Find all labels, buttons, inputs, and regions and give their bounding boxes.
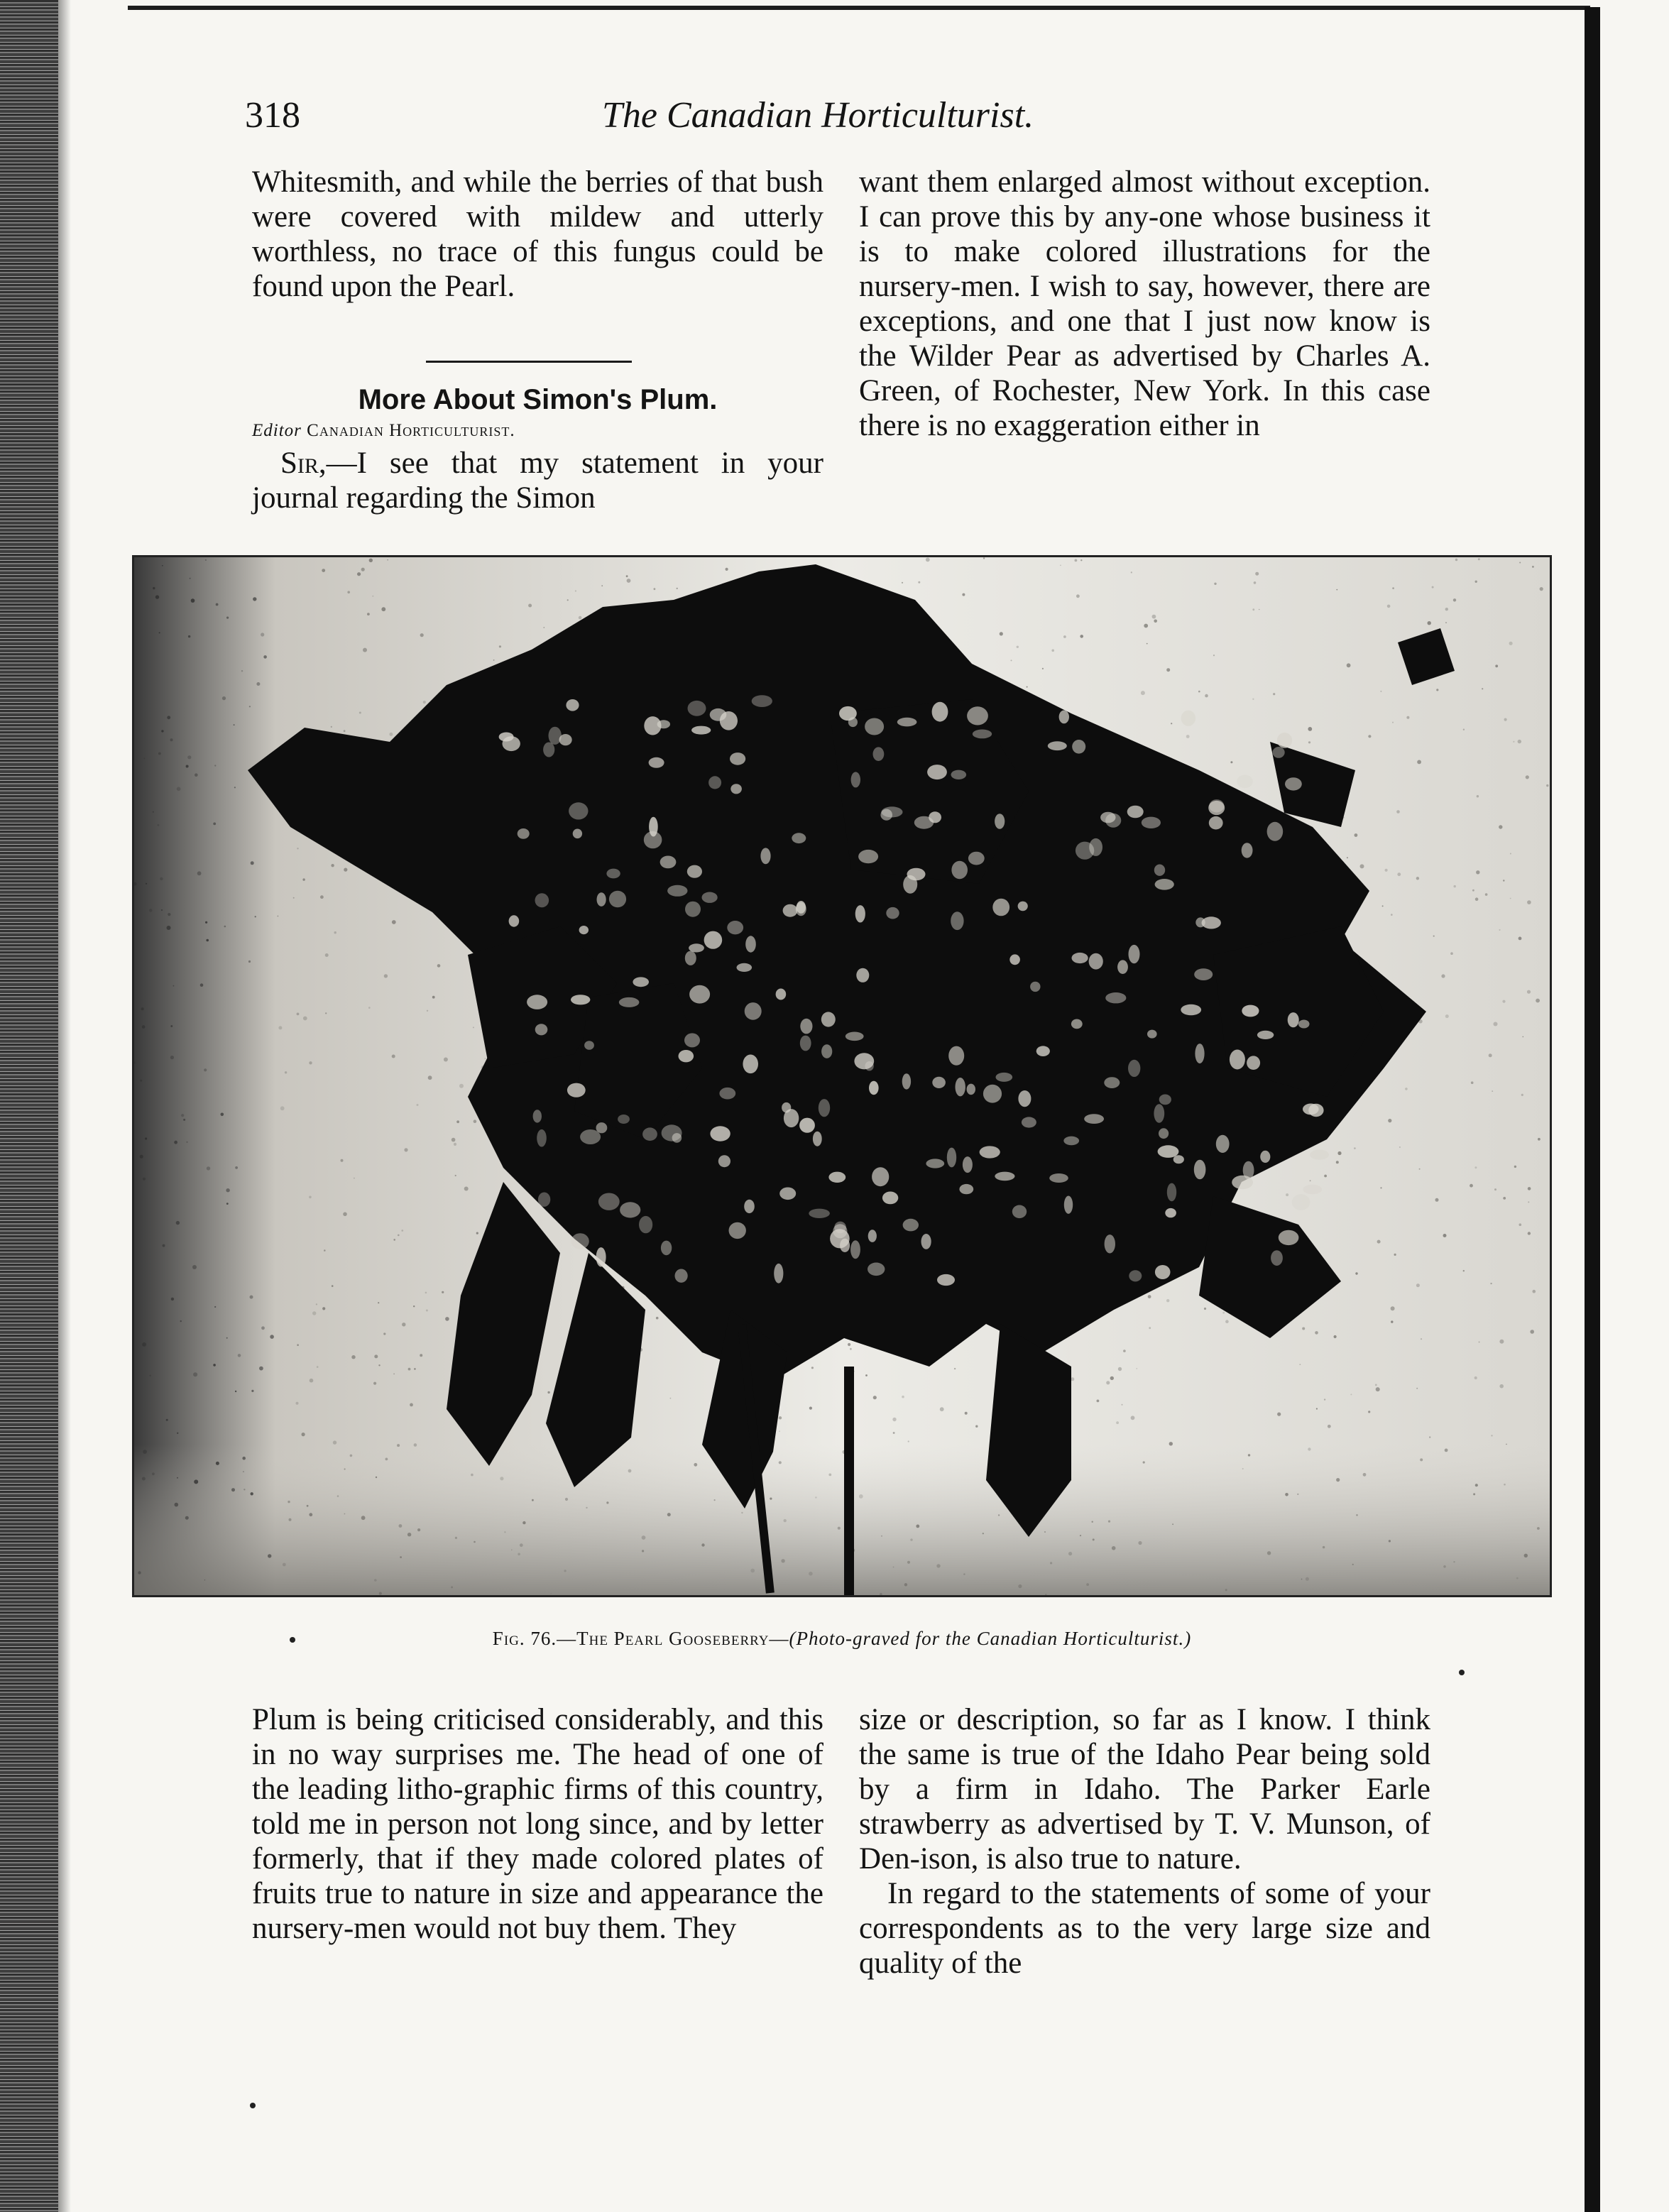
right-column-bottom	[859, 1702, 1430, 1981]
scan-top-rule	[128, 6, 1590, 10]
right-column-top	[859, 165, 1430, 443]
left-column-bottom	[252, 1702, 823, 1946]
scan-edge-left	[0, 0, 58, 2212]
figure-label: Fig. 76.—The Pearl Gooseberry—	[492, 1628, 789, 1649]
paragraph: size or description, so far as I know. I think the same is true of the Idaho Pear being sold by a firm in Idaho. The Parker Earle strawberry as advertised by T. V. Munson, of Den-ison, is also true to nature.	[859, 1703, 1430, 1876]
paragraph	[252, 446, 823, 515]
paragraph: Plum is being criticised considerably, and this in no way surprises me. The head of one of the leading litho-graphic firms of this country, told me in person not long since, and by letter formerly, that if they made colored plates of fruits true to nature in size and appearance the nursery-men would not buy them. They	[252, 1703, 823, 1945]
editor-address	[252, 420, 515, 442]
scan-speck	[1459, 1670, 1465, 1675]
section-divider	[426, 361, 632, 363]
figure-caption	[132, 1624, 1552, 1653]
scan-speck	[290, 1637, 295, 1643]
letter-text: —I see that my statement in your journal regarding the Simon	[252, 447, 823, 515]
left-column-top	[252, 165, 823, 304]
editor-name: Canadian Horticulturist.	[307, 421, 515, 440]
scan-speck	[250, 2103, 256, 2108]
paragraph: want them enlarged almost without exception. I can prove this by any-one whose business it is to make colored illustrations for the nursery-men. I wish to say, however, there are exceptions, and one that I just now know is the Wilder Pear as advertised by Charles A. Green, of Rochester, New York. In this case there is no exaggeration either in	[859, 165, 1430, 442]
running-title: The Canadian Horticulturist.	[602, 95, 1034, 136]
gooseberry-photo	[132, 555, 1552, 1597]
gooseberry-bush-icon	[134, 557, 1550, 1595]
scan-edge-shadow	[58, 0, 71, 2212]
paragraph: In regard to the statements of some of your correspondents as to the very large size and quality of the	[859, 1877, 1430, 1980]
page-number: 318	[245, 95, 300, 136]
letter-opening	[252, 446, 823, 515]
editor-prefix: Editor	[252, 421, 302, 440]
paragraph: Whitesmith, and while the berries of that bush were covered with mildew and utterly worthless, no trace of this fungus could be found upon the Pearl.	[252, 165, 823, 303]
salutation: Sir,	[280, 447, 327, 480]
section-title: More About Simon's Plum.	[358, 384, 718, 415]
scan-edge-right	[1585, 7, 1600, 2212]
figure-credit: (Photo-graved for the Canadian Horticulturist.)	[789, 1628, 1192, 1649]
